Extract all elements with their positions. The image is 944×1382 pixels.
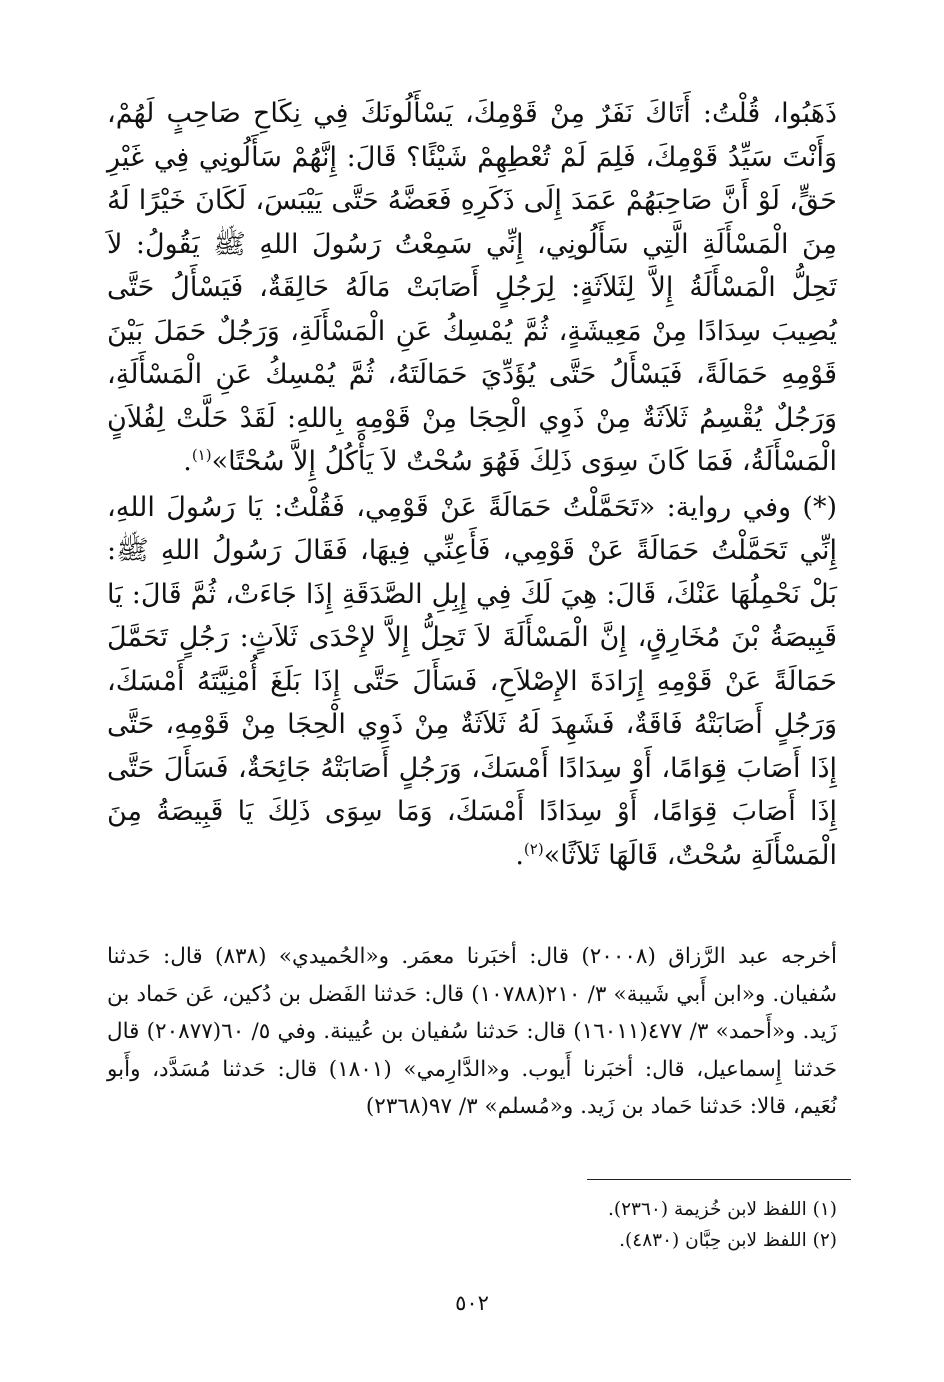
footnote-divider bbox=[587, 1179, 851, 1180]
hadith-paragraph-2 bbox=[107, 486, 837, 878]
footnote-ref-1: (١) bbox=[191, 446, 212, 464]
hadith-paragraph-1 bbox=[107, 92, 837, 484]
main-text bbox=[107, 92, 837, 877]
footnote-2: (٢) اللفظ لابن حِبَّان (٤٨٣٠). bbox=[619, 1230, 837, 1251]
footnotes bbox=[107, 1194, 837, 1256]
footnote-1: (١) اللفظ لابن خُزيمة (٢٣٦٠). bbox=[608, 1199, 837, 1220]
page-number: ٥٠٢ bbox=[455, 1291, 489, 1315]
hadith-paragraph-2-text: (*) وفي رواية: «تَحَمَّلْتُ حَمَالَةً عَنْ قَوْمِي، فَقُلْتُ: يَا رَسُولَ اللهِ، إِنِّي تَحَمَّلْتُ حَمَالَةً عَنْ قَوْمِي، فَأَعِنِّي فِيهَا، فَقَالَ رَسُولُ اللهِ ﷺ: بَلْ نَحْمِلُهَا عَنْكَ، قَالَ: هِيَ لَكَ فِي إِبِلِ الصَّدَقَةِ إِذَا جَاءَتْ، ثُمَّ قَالَ: يَا قَبِيصَةُ بْنَ مُخَارِقٍ، إِنَّ الْمَسْأَلَةَ لاَ تَحِلُّ إِلاَّ لإِحْدَى ثَلاَثٍ: رَجُلٍ تَحَمَّلَ حَمَالَةً عَنْ قَوْمِهِ إِرَادَةَ الإِصْلاَحِ، فَسَأَلَ حَتَّى إِذَا بَلَغَ أُمْنِيَّتَهُ أَمْسَكَ، وَرَجُلٍ أَصَابَتْهُ فَاقَةٌ، فَشَهِدَ لَهُ ثَلاَثَةٌ مِنْ ذَوِي الْحِجَا مِنْ قَوْمِهِ، حَتَّى إِذَا أَصَابَ قِوَامًا، أَوْ سِدَادًا أَمْسَكَ، وَرَجُلٍ أَصَابَتْهُ جَائِحَةٌ، فَسَأَلَ حَتَّى إِذَا أَصَابَ قِوَامًا، أَوْ سِدَادًا أَمْسَكَ، وَمَا سِوَى ذَلِكَ يَا قَبِيصَةُ مِنَ الْمَسْأَلَةِ سُحْتٌ، قَالَهَا ثَلاَثًا» bbox=[107, 491, 837, 871]
takhrij-section bbox=[107, 938, 837, 1126]
paragraph-1-end: . bbox=[183, 446, 192, 477]
footnote-ref-2: (٢) bbox=[523, 839, 544, 858]
paragraph-2-end: . bbox=[515, 839, 524, 871]
hadith-paragraph-1-text: ذَهَبُوا، قُلْتُ: أَتَاكَ نَفَرٌ مِنْ قَوْمِكَ، يَسْأَلُونَكَ فِي نِكَاحِ صَاحِبٍ لَهُمْ، وَأَنْتَ سَيِّدُ قَوْمِكَ، فَلِمَ لَمْ تُعْطِهِمْ شَيْئًا؟ قَالَ: إِنَّهُمْ سَأَلُونِي فِي غَيْرِ حَقٍّ، لَوْ أَنَّ صَاحِبَهُمْ عَمَدَ إِلَى ذَكَرِهِ فَعَضَّهُ حَتَّى يَيْبَسَ، لَكَانَ خَيْرًا لَهُ مِنَ الْمَسْأَلَةِ الَّتِي سَأَلُونِي، إِنِّي سَمِعْتُ رَسُولَ اللهِ ﷺ يَقُولُ: لاَ تَحِلُّ الْمَسْأَلَةُ إِلاَّ لِثَلاَثَةٍ: لِرَجُلٍ أَصَابَتْ مَالَهُ حَالِقَةٌ، فَيَسْأَلُ حَتَّى يُصِيبَ سِدَادًا مِنْ مَعِيشَةٍ، ثُمَّ يُمْسِكُ عَنِ الْمَسْأَلَةِ، وَرَجُلٌ حَمَلَ بَيْنَ قَوْمِهِ حَمَالَةً، فَيَسْأَلُ حَتَّى يُؤَدِّيَ حَمَالَتَهُ، ثُمَّ يُمْسِكُ عَنِ الْمَسْأَلَةِ، وَرَجُلٌ يُقْسِمُ ثَلاَثَةٌ مِنْ ذَوِي الْحِجَا مِنْ قَوْمِهِ بِاللهِ: لَقَدْ حَلَّتْ لِفُلاَنٍ الْمَسْأَلَةُ، فَمَا كَانَ سِوَى ذَلِكَ فَهُوَ سُحْتٌ لاَ يَأْكُلُ إِلاَّ سُحْتًا» bbox=[107, 98, 837, 477]
takhrij-text: أخرجه عبد الرَّزاق (٢٠٠٠٨) قال: أخبَرنا معمَر. و«الحُميدي» (٨٣٨) قال: حَدثنا سُفيان. و«ابن أَبي شَيبة» ٣/ ٢١٠(١٠٧٨٨) قال: حَدثنا الفَضل بن دُكين، عَن حَماد بن زَيد. و«أَحمد» ٣/ ٤٧٧(١٦٠١١) قال: حَدثنا سُفيان بن عُيينة. وفي ٥/ ٦٠(٢٠٨٧٧) قال حَدثنا إِسماعيل، قال: أخبَرنا أَيوب. و«الدَّارِمي» (١٨٠١) قال: حَدثنا مُسَدَّد، وأَبو نُعَيم، قالا: حَدثنا حَماد بن زَيد. و«مُسلم» ٣/ ٩٧(٢٣٦٨) bbox=[107, 944, 838, 1119]
